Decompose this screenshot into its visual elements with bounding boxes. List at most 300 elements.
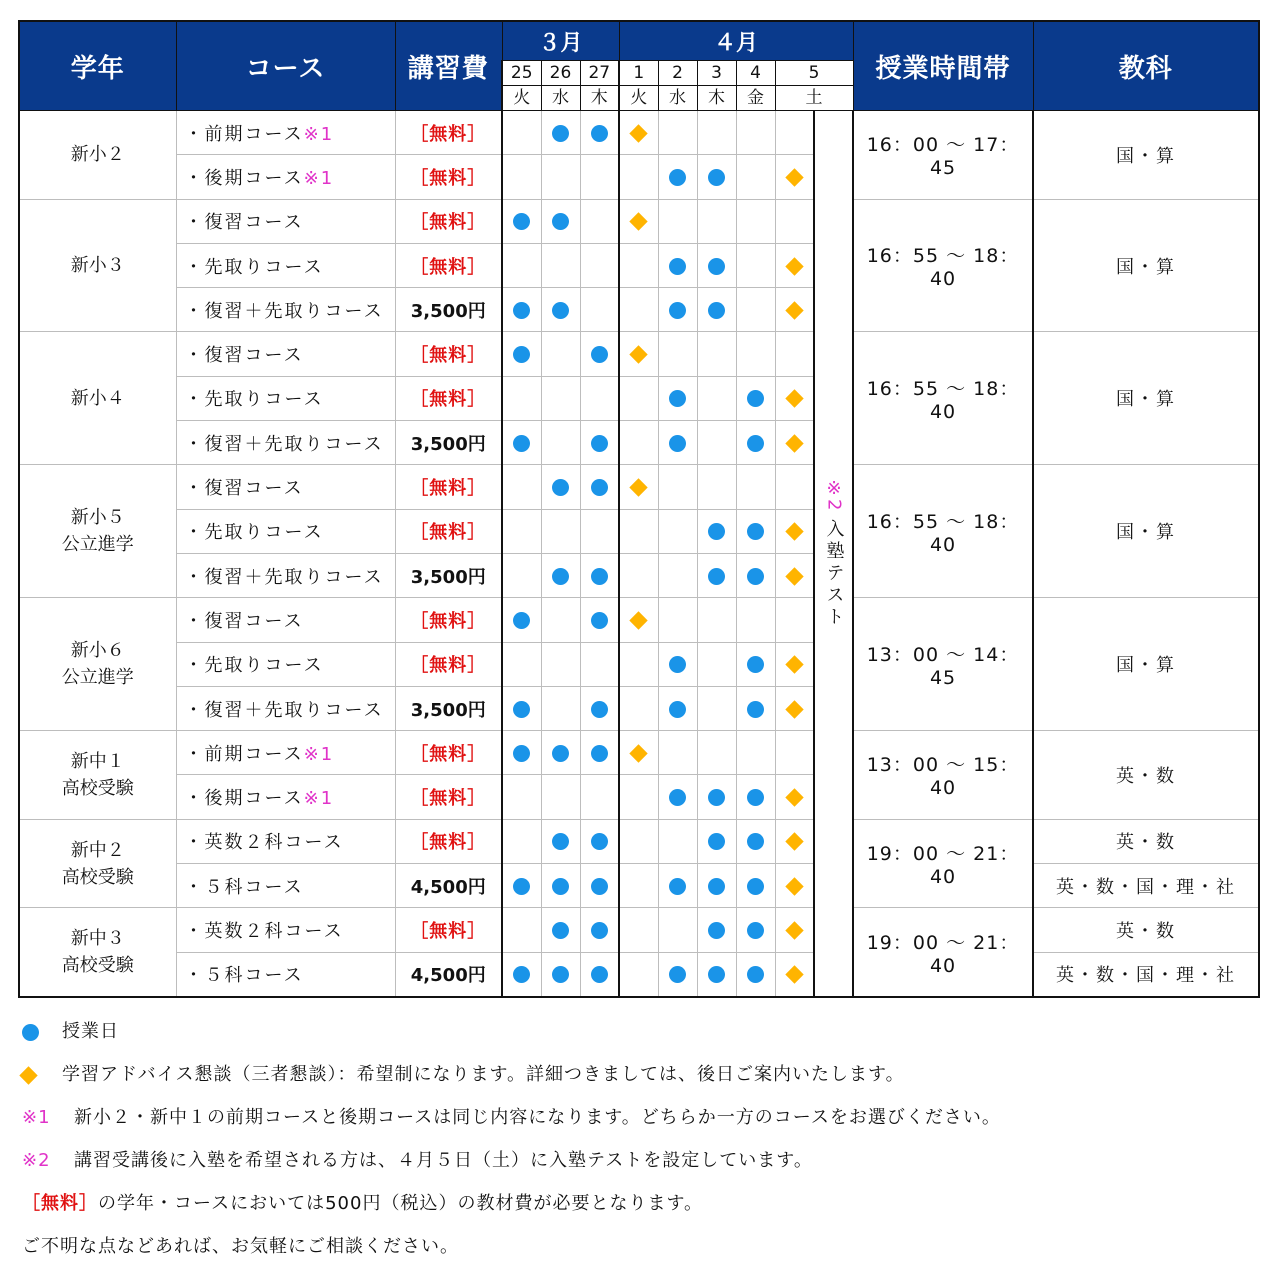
schedule-cell <box>541 908 580 952</box>
course-name: ・先取りコース <box>184 256 324 278</box>
schedule-cell <box>736 465 775 509</box>
course-name: ・５科コース <box>184 965 304 987</box>
schedule-cell <box>775 686 814 730</box>
grade-label: 高校受験 <box>61 955 134 977</box>
schedule-cell <box>775 243 814 287</box>
schedule-cell <box>736 686 775 730</box>
schedule-cell <box>775 421 814 465</box>
grade-label: 新中２ <box>70 839 125 861</box>
header-march: ３月 <box>502 21 619 61</box>
schedule-cell <box>541 111 580 155</box>
fee-amount: 3,500円 <box>410 300 486 322</box>
course-name: ・後期コース <box>184 788 304 810</box>
course-name: ・後期コース <box>184 167 304 189</box>
schedule-cell <box>658 199 697 243</box>
class-day-dot-icon <box>513 966 530 983</box>
subject-cell: 国・算 <box>1033 111 1259 200</box>
schedule-cell <box>775 509 814 553</box>
schedule-cell <box>502 775 541 819</box>
schedule-cell <box>697 686 736 730</box>
legend-advice: 学習アドバイス懇談（三者懇談）：希望制になります。詳細つきましては、後日ご案内いたします。 <box>22 1053 1262 1096</box>
class-day-dot-icon <box>591 125 608 142</box>
schedule-cell <box>697 288 736 332</box>
subject-cell: 国・算 <box>1033 465 1259 598</box>
weekday-1: 火 <box>619 86 658 111</box>
schedule-cell <box>541 642 580 686</box>
class-day-dot-icon <box>552 966 569 983</box>
advice-diamond-icon <box>785 168 803 186</box>
grade-label: 高校受験 <box>61 777 134 799</box>
schedule-cell <box>775 731 814 775</box>
course-name: ・復習＋先取りコース <box>184 566 384 588</box>
class-day-dot-icon <box>708 922 725 939</box>
schedule-cell <box>697 952 736 997</box>
class-day-dot-icon <box>708 833 725 850</box>
schedule-cell <box>658 598 697 642</box>
schedule-cell <box>736 731 775 775</box>
grade-label: 新小５ <box>70 507 125 529</box>
fee-cell <box>395 864 502 908</box>
free-label: ［無料］ <box>410 743 487 765</box>
subject-cell: 国・算 <box>1033 332 1259 465</box>
class-day-dot-icon <box>513 346 530 363</box>
time-cell: 16：55 ～ 18：40 <box>853 199 1033 332</box>
schedule-cell <box>658 243 697 287</box>
schedule-cell <box>502 731 541 775</box>
class-day-dot-icon <box>552 479 569 496</box>
schedule-cell <box>541 686 580 730</box>
schedule-cell <box>775 376 814 420</box>
fee-amount: 3,500円 <box>410 699 486 721</box>
fee-cell <box>395 509 502 553</box>
schedule-cell <box>619 864 658 908</box>
schedule-cell <box>658 332 697 376</box>
course-name: ・英数２科コース <box>184 832 344 854</box>
schedule-cell <box>619 642 658 686</box>
schedule-cell <box>658 421 697 465</box>
advice-diamond-icon <box>785 656 803 674</box>
grade-label: 新中３ <box>70 928 125 950</box>
class-day-dot-icon <box>747 966 764 983</box>
course-name: ・先取りコース <box>184 522 324 544</box>
header-time: 授業時間帯 <box>853 21 1033 111</box>
test-mark: ※2 <box>823 478 845 511</box>
class-day-dot-icon <box>747 390 764 407</box>
schedule-cell <box>736 908 775 952</box>
schedule-cell <box>619 288 658 332</box>
free-label: ［無料］ <box>410 345 487 367</box>
schedule-cell <box>619 686 658 730</box>
free-label: ［無料］ <box>410 522 487 544</box>
fee-cell <box>395 421 502 465</box>
fee-amount: 4,500円 <box>410 965 486 987</box>
grade-label: 新小６ <box>70 640 125 662</box>
advice-diamond-icon <box>785 700 803 718</box>
schedule-cell <box>775 598 814 642</box>
course-cell <box>176 553 395 597</box>
schedule-cell <box>619 775 658 819</box>
schedule-cell <box>658 908 697 952</box>
schedule-cell <box>619 199 658 243</box>
fee-cell <box>395 731 502 775</box>
schedule-cell <box>541 243 580 287</box>
schedule-cell <box>658 111 697 155</box>
free-label: ［無料］ <box>410 610 487 632</box>
grade-label: 公立進学 <box>61 534 134 556</box>
grade-label: 新小２ <box>70 144 125 166</box>
schedule-cell <box>541 731 580 775</box>
schedule-cell <box>736 376 775 420</box>
subject-cell: 国・算 <box>1033 598 1259 731</box>
weekday-26: 水 <box>541 86 580 111</box>
legend-class-day: 授業日 <box>22 1010 1262 1053</box>
class-day-dot-icon <box>591 435 608 452</box>
course-cell <box>176 421 395 465</box>
notes <box>22 1010 1262 1268</box>
fee-cell <box>395 376 502 420</box>
schedule-cell <box>580 642 619 686</box>
table-row <box>19 332 1259 376</box>
advice-diamond-icon <box>785 301 803 319</box>
header-fee: 講習費 <box>395 21 502 111</box>
footnote-mark: ※1 <box>303 123 335 145</box>
grade-label: 新中１ <box>70 750 125 772</box>
class-day-dot-icon <box>513 878 530 895</box>
class-day-dot-icon <box>591 833 608 850</box>
fee-cell <box>395 465 502 509</box>
schedule-cell <box>697 731 736 775</box>
class-day-dot-icon <box>552 125 569 142</box>
course-cell <box>176 864 395 908</box>
fee-cell <box>395 288 502 332</box>
class-day-dot-icon <box>513 701 530 718</box>
schedule-cell <box>697 332 736 376</box>
advice-diamond-icon <box>630 345 648 363</box>
schedule-cell <box>502 288 541 332</box>
course-cell <box>176 465 395 509</box>
class-day-dot-icon <box>747 656 764 673</box>
schedule-cell <box>502 908 541 952</box>
course-cell <box>176 332 395 376</box>
time-cell: 19：00 ～ 21：40 <box>853 908 1033 997</box>
grade-cell <box>19 598 176 731</box>
weekday-4: 金 <box>736 86 775 111</box>
course-cell <box>176 376 395 420</box>
schedule-cell <box>775 155 814 199</box>
course-cell <box>176 111 395 155</box>
course-name: ・英数２科コース <box>184 920 344 942</box>
schedule-cell <box>502 509 541 553</box>
schedule-cell <box>502 111 541 155</box>
header-subject: 教科 <box>1033 21 1259 111</box>
class-day-dot-icon <box>513 302 530 319</box>
time-cell: 16：00 ～ 17：45 <box>853 111 1033 200</box>
schedule-cell <box>697 376 736 420</box>
advice-diamond-icon <box>630 478 648 496</box>
schedule-cell <box>580 553 619 597</box>
schedule-cell <box>619 465 658 509</box>
free-label: ［無料］ <box>410 478 487 500</box>
time-cell: 16：55 ～ 18：40 <box>853 465 1033 598</box>
schedule-cell <box>775 111 814 155</box>
advice-diamond-icon <box>19 1066 37 1084</box>
schedule-cell <box>736 332 775 376</box>
advice-diamond-icon <box>630 213 648 231</box>
date-1: 1 <box>619 61 658 86</box>
date-5: 5 <box>775 61 853 86</box>
schedule-cell <box>580 775 619 819</box>
date-26: 26 <box>541 61 580 86</box>
advice-diamond-icon <box>785 877 803 895</box>
course-name: ・先取りコース <box>184 655 324 677</box>
course-cell <box>176 908 395 952</box>
subject-cell: 英・数 <box>1033 731 1259 820</box>
table-row <box>19 465 1259 509</box>
free-label: ［無料］ <box>410 212 487 234</box>
fee-cell <box>395 598 502 642</box>
schedule-cell <box>658 376 697 420</box>
schedule-cell <box>658 509 697 553</box>
schedule-cell <box>502 598 541 642</box>
date-27: 27 <box>580 61 619 86</box>
free-label: ［無料］ <box>410 655 487 677</box>
schedule-cell <box>580 908 619 952</box>
schedule-cell <box>502 332 541 376</box>
schedule-cell <box>775 332 814 376</box>
advice-diamond-icon <box>630 611 648 629</box>
class-day-dot-icon <box>708 302 725 319</box>
schedule-cell <box>619 421 658 465</box>
course-name: ・復習コース <box>184 345 304 367</box>
schedule-cell <box>736 952 775 997</box>
advice-diamond-icon <box>785 833 803 851</box>
date-4: 4 <box>736 61 775 86</box>
schedule-cell <box>775 864 814 908</box>
schedule-cell <box>502 952 541 997</box>
schedule-cell <box>658 819 697 863</box>
table-row <box>19 598 1259 642</box>
schedule-cell <box>619 332 658 376</box>
course-name: ・復習＋先取りコース <box>184 433 384 455</box>
class-day-dot-icon <box>669 390 686 407</box>
schedule-cell <box>736 864 775 908</box>
schedule-cell <box>658 288 697 332</box>
schedule-cell <box>736 288 775 332</box>
schedule-cell <box>502 465 541 509</box>
date-3: 3 <box>697 61 736 86</box>
schedule-cell <box>736 819 775 863</box>
schedule-cell <box>736 598 775 642</box>
class-day-dot-icon <box>708 169 725 186</box>
schedule-cell <box>580 155 619 199</box>
course-name: ・先取りコース <box>184 389 324 411</box>
schedule-cell <box>697 642 736 686</box>
class-day-dot-icon <box>747 701 764 718</box>
course-name: ・復習コース <box>184 478 304 500</box>
course-cell <box>176 598 395 642</box>
class-day-dot-icon <box>708 258 725 275</box>
schedule-cell <box>580 243 619 287</box>
schedule-cell <box>697 243 736 287</box>
table-row <box>19 199 1259 243</box>
table-row <box>19 819 1259 863</box>
advice-diamond-icon <box>785 390 803 408</box>
course-cell <box>176 199 395 243</box>
table-row <box>19 952 1259 997</box>
subject-cell: 英・数・国・理・社 <box>1033 864 1259 908</box>
grade-label: 新小４ <box>70 387 125 409</box>
class-day-dot-icon <box>552 213 569 230</box>
schedule-cell <box>775 775 814 819</box>
schedule-cell <box>541 421 580 465</box>
schedule-cell <box>502 155 541 199</box>
free-label: ［無料］ <box>410 167 487 189</box>
fee-cell <box>395 686 502 730</box>
class-day-dot-icon <box>513 435 530 452</box>
fee-cell <box>395 155 502 199</box>
schedule-cell <box>736 155 775 199</box>
fee-amount: 3,500円 <box>410 566 486 588</box>
date-2: 2 <box>658 61 697 86</box>
free-label: ［無料］ <box>410 389 487 411</box>
course-cell <box>176 731 395 775</box>
schedule-cell <box>619 243 658 287</box>
schedule-cell <box>619 908 658 952</box>
course-name: ・復習＋先取りコース <box>184 300 384 322</box>
schedule-cell <box>541 819 580 863</box>
time-cell: 16：55 ～ 18：40 <box>853 332 1033 465</box>
time-cell: 13：00 ～ 14：45 <box>853 598 1033 731</box>
subject-cell: 英・数 <box>1033 819 1259 863</box>
class-day-dot-icon <box>669 435 686 452</box>
class-day-dot-icon <box>747 878 764 895</box>
fee-amount: 3,500円 <box>410 433 486 455</box>
class-day-dot-icon <box>669 789 686 806</box>
schedule-cell <box>697 553 736 597</box>
class-day-dot-icon <box>708 568 725 585</box>
schedule-cell <box>580 465 619 509</box>
grade-label: 公立進学 <box>61 667 134 689</box>
schedule-cell <box>580 686 619 730</box>
advice-diamond-icon <box>785 567 803 585</box>
test-text: 入塾テスト <box>823 518 845 629</box>
class-day-dot-icon <box>591 922 608 939</box>
schedule-cell <box>697 465 736 509</box>
schedule-cell <box>697 155 736 199</box>
schedule-cell <box>580 509 619 553</box>
class-day-dot-icon <box>669 258 686 275</box>
schedule-cell <box>541 864 580 908</box>
advice-diamond-icon <box>630 124 648 142</box>
schedule-cell <box>697 598 736 642</box>
schedule-cell <box>580 731 619 775</box>
schedule-cell <box>697 864 736 908</box>
grade-cell <box>19 731 176 820</box>
grade-label: 高校受験 <box>61 866 134 888</box>
schedule-cell <box>580 598 619 642</box>
note-free: ［無料］の学年・コースにおいては500円（税込）の教材費が必要となります。 <box>22 1193 704 1214</box>
schedule-cell <box>736 243 775 287</box>
time-cell: 13：00 ～ 15：40 <box>853 731 1033 820</box>
course-name: ・復習コース <box>184 610 304 632</box>
schedule-cell <box>697 775 736 819</box>
footnote-mark: ※1 <box>303 743 335 765</box>
class-day-dot-icon <box>591 479 608 496</box>
footnote-mark: ※1 <box>303 788 335 810</box>
schedule-cell <box>658 731 697 775</box>
schedule-cell <box>658 864 697 908</box>
schedule-cell <box>580 288 619 332</box>
class-day-dot-icon <box>591 966 608 983</box>
schedule-cell <box>658 686 697 730</box>
course-name: ・前期コース <box>184 123 304 145</box>
schedule-cell <box>736 111 775 155</box>
schedule-table <box>18 20 1260 998</box>
class-day-dot-icon <box>552 878 569 895</box>
schedule-cell <box>736 642 775 686</box>
schedule-cell <box>775 465 814 509</box>
schedule-cell <box>619 598 658 642</box>
grade-cell <box>19 819 176 908</box>
class-day-dot-icon <box>747 568 764 585</box>
class-day-dot-icon <box>591 346 608 363</box>
schedule-cell <box>658 155 697 199</box>
weekday-2: 水 <box>658 86 697 111</box>
fee-cell <box>395 553 502 597</box>
free-label: ［無料］ <box>410 256 487 278</box>
class-day-dot-icon <box>747 833 764 850</box>
schedule-cell <box>541 465 580 509</box>
grade-cell <box>19 111 176 200</box>
schedule-cell <box>541 288 580 332</box>
schedule-cell <box>541 155 580 199</box>
header-april: ４月 <box>619 21 853 61</box>
subject-cell: 英・数・国・理・社 <box>1033 952 1259 997</box>
class-day-dot-icon <box>669 701 686 718</box>
course-cell <box>176 243 395 287</box>
schedule-cell <box>580 111 619 155</box>
class-day-dot-icon <box>591 701 608 718</box>
schedule-cell <box>502 421 541 465</box>
class-day-dot-icon <box>747 435 764 452</box>
schedule-cell <box>619 819 658 863</box>
schedule-cell <box>541 952 580 997</box>
footnote-mark: ※1 <box>303 167 335 189</box>
class-day-dot-icon <box>669 656 686 673</box>
course-cell <box>176 509 395 553</box>
schedule-cell <box>619 952 658 997</box>
schedule-cell <box>619 509 658 553</box>
note-1: ※1 新小２・新中１の前期コースと後期コースは同じ内容になります。どちらか一方のコースをお選びください。 <box>22 1107 1001 1128</box>
class-day-dot-icon <box>669 169 686 186</box>
schedule-cell <box>658 775 697 819</box>
course-cell <box>176 642 395 686</box>
fee-cell <box>395 332 502 376</box>
schedule-cell <box>502 243 541 287</box>
date-25: 25 <box>502 61 541 86</box>
class-day-dot-icon <box>552 833 569 850</box>
schedule-cell <box>736 509 775 553</box>
schedule-cell <box>736 421 775 465</box>
schedule-cell <box>541 332 580 376</box>
schedule-cell <box>580 819 619 863</box>
class-day-dot-icon <box>591 745 608 762</box>
course-name: ・前期コース <box>184 743 304 765</box>
schedule-cell <box>658 553 697 597</box>
schedule-cell <box>619 553 658 597</box>
schedule-cell <box>541 199 580 243</box>
class-day-dot-icon <box>22 1024 39 1041</box>
